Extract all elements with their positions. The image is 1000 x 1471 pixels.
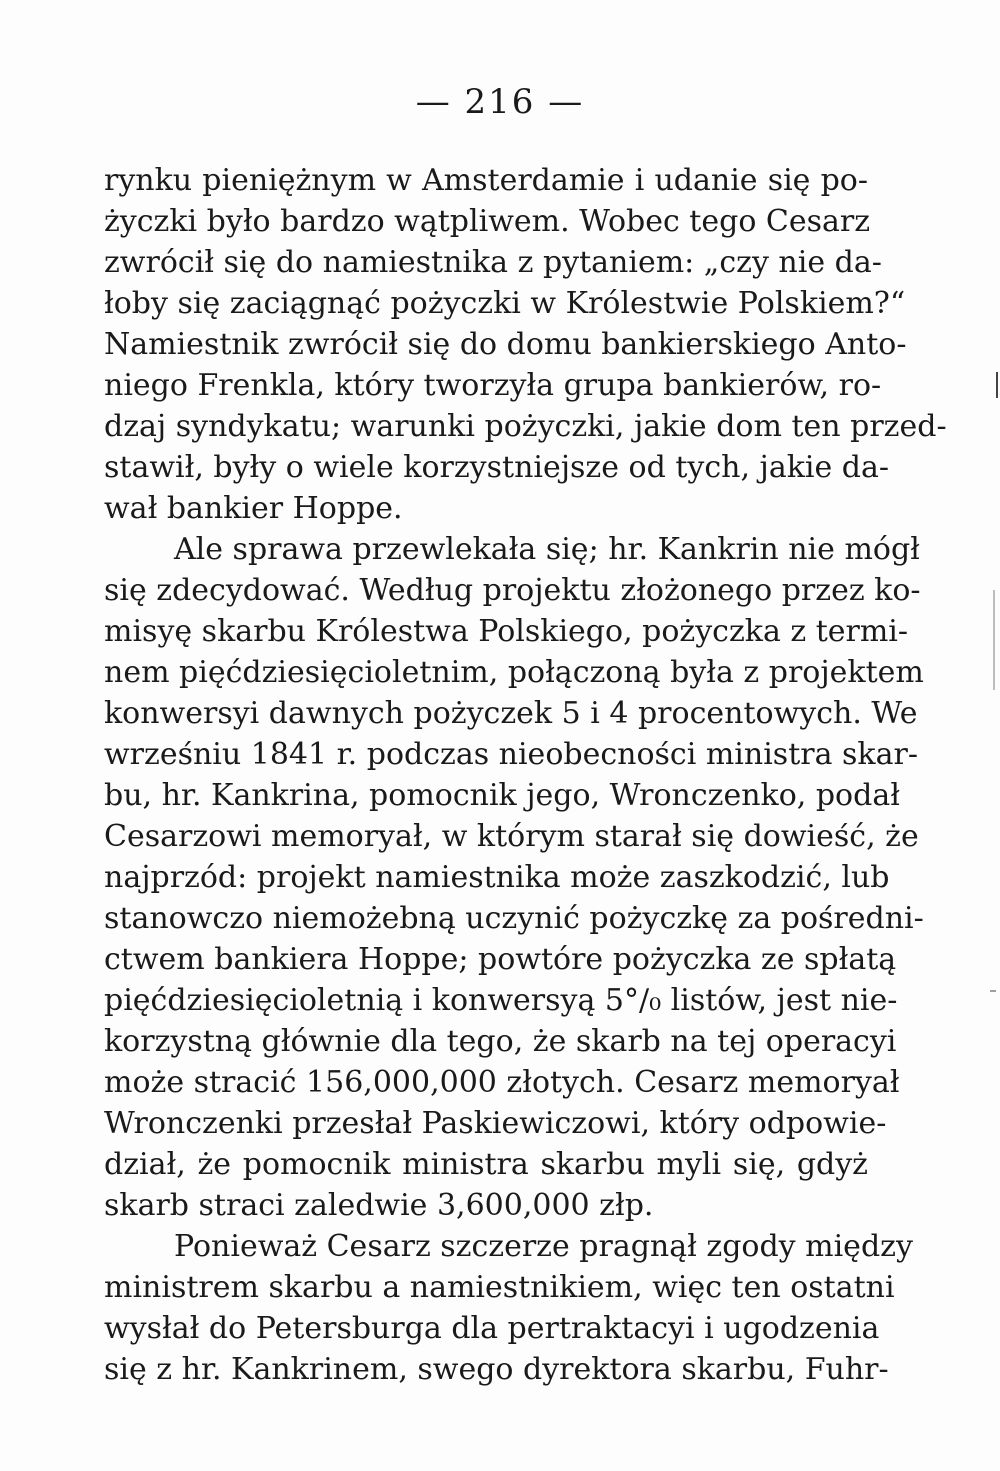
text-line: rynku pieniężnym w Amsterdamie i udanie się po- xyxy=(104,163,868,198)
text-line: łoby się zaciągnąć pożyczki w Królestwie Polskiem?“ xyxy=(104,286,906,321)
text-line: dział, że pomocnik ministra skarbu myli się, gdyż xyxy=(104,1147,868,1182)
paragraph-2 xyxy=(104,529,924,1226)
body-text xyxy=(104,160,947,1390)
text-line: Namiestnik zwrócił się do domu bankierskiego Anto- xyxy=(104,327,907,362)
page-number: — 216 — xyxy=(415,82,585,122)
text-line: najprzód: projekt namiestnika może zaszkodzić, lub xyxy=(104,860,890,895)
scan-artifact xyxy=(996,372,998,398)
text-line: wrześniu 1841 r. podczas nieobecności ministra skar- xyxy=(104,737,918,772)
text-line: wał bankier Hoppe. xyxy=(104,491,403,526)
text-line: się zdecydować. Według projektu złożonego przez ko- xyxy=(104,573,921,608)
text-line: może stracić 156,000,000 złotych. Cesarz memoryał xyxy=(104,1065,900,1100)
text-line: zwrócił się do namiestnika z pytaniem: „czy nie da- xyxy=(104,245,882,280)
text-line: nem pięćdziesięcioletnim, połączoną była z projektem xyxy=(104,655,924,690)
text-line: dzaj syndykatu; warunki pożyczki, jakie dom ten przed- xyxy=(104,409,947,444)
text-line: misyę skarbu Królestwa Polskiego, pożyczka z termi- xyxy=(104,614,909,649)
text-line: bu, hr. Kankrina, pomocnik jego, Wronczenko, podał xyxy=(104,778,900,813)
text-line: niego Frenkla, który tworzyła grupa bankierów, ro- xyxy=(104,368,882,403)
text-line: Cesarzowi memoryał, w którym starał się dowieść, że xyxy=(104,819,919,854)
text-line: korzystną głównie dla tego, że skarb na tej operacyi xyxy=(104,1024,897,1059)
text-line: wysłał do Petersburga dla pertraktacyi i ugodzenia xyxy=(104,1311,880,1346)
text-line: konwersyi dawnych pożyczek 5 i 4 procentowych. We xyxy=(104,696,918,731)
text-line: stanowczo niemożebną uczynić pożyczkę za pośredni- xyxy=(104,901,924,936)
text-line: Wronczenki przesłał Paskiewiczowi, który odpowie- xyxy=(104,1106,887,1141)
text-line: Ale sprawa przewlekała się; hr. Kankrin nie mógł xyxy=(174,532,920,567)
scan-artifact xyxy=(990,990,996,992)
paragraph-1 xyxy=(104,160,947,529)
scan-artifact xyxy=(993,590,995,690)
text-line: ministrem skarbu a namiestnikiem, więc ten ostatni xyxy=(104,1270,895,1305)
text-line: Ponieważ Cesarz szczerze pragnął zgody między xyxy=(174,1229,913,1264)
text-line: ctwem bankiera Hoppe; powtóre pożyczka ze spłatą xyxy=(104,942,897,977)
text-line: skarb straci zaledwie 3,600,000 złp. xyxy=(104,1188,654,1223)
text-line: stawił, były o wiele korzystniejsze od tych, jakie da- xyxy=(104,450,890,485)
text-line: się z hr. Kankrinem, swego dyrektora skarbu, Fuhr- xyxy=(104,1352,889,1387)
paragraph-3 xyxy=(104,1226,913,1390)
text-line: życzki było bardzo wątpliwem. Wobec tego Cesarz xyxy=(104,204,871,239)
text-line: pięćdziesięcioletnią i konwersyą 5°/₀ listów, jest nie- xyxy=(104,983,898,1018)
